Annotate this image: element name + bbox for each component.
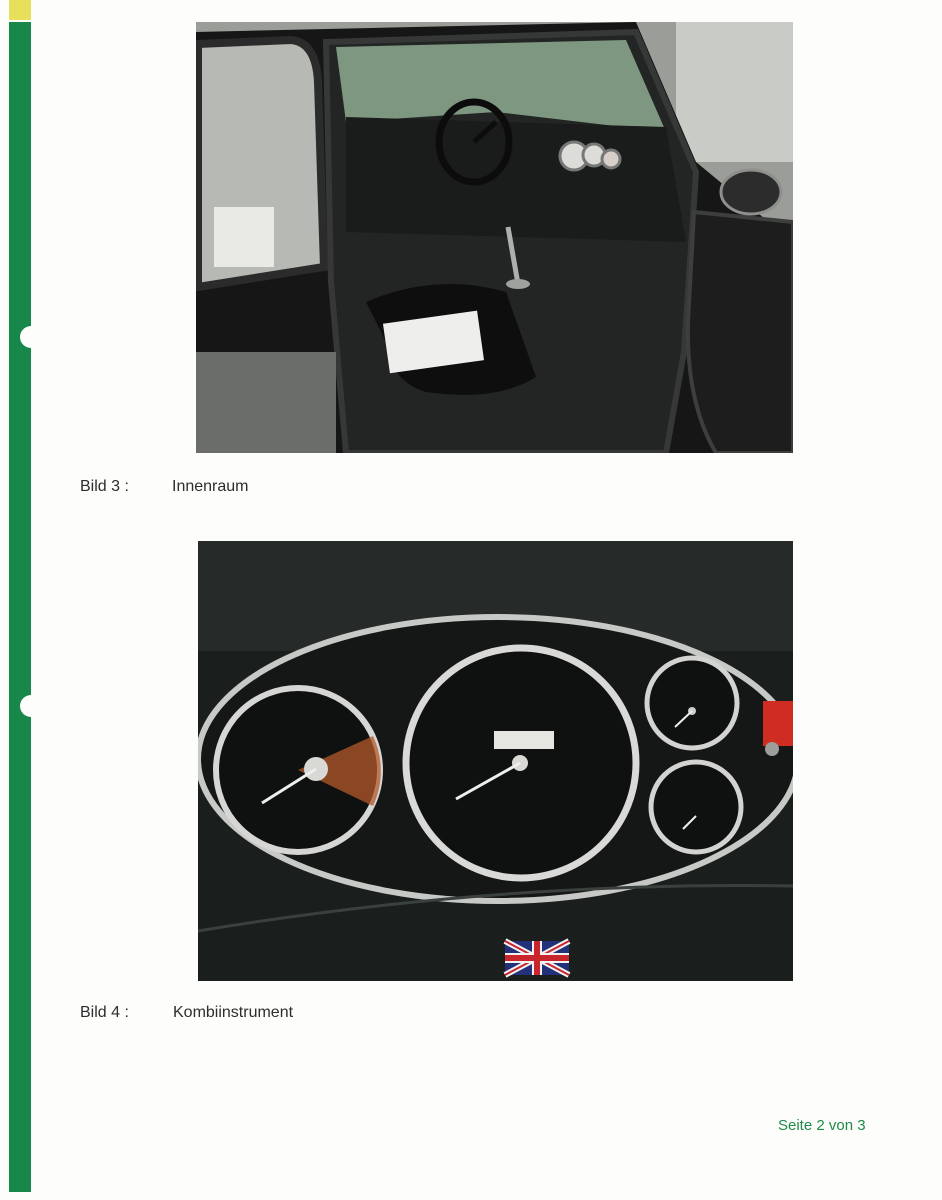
punch-hole [20, 695, 42, 717]
figure-label: Bild 3 : [80, 478, 129, 495]
interior-photo [196, 22, 793, 453]
side-color-bar [9, 22, 31, 1192]
figure-label: Bild 4 : [80, 1004, 129, 1021]
instrument-cluster-photo [198, 541, 793, 981]
page-number: Seite 2 von 3 [778, 1117, 866, 1134]
figure-caption: Kombiinstrument [173, 1004, 294, 1021]
punch-hole [20, 326, 42, 348]
side-bar-top-mark [9, 0, 31, 20]
figure-caption: Innenraum [172, 478, 249, 495]
